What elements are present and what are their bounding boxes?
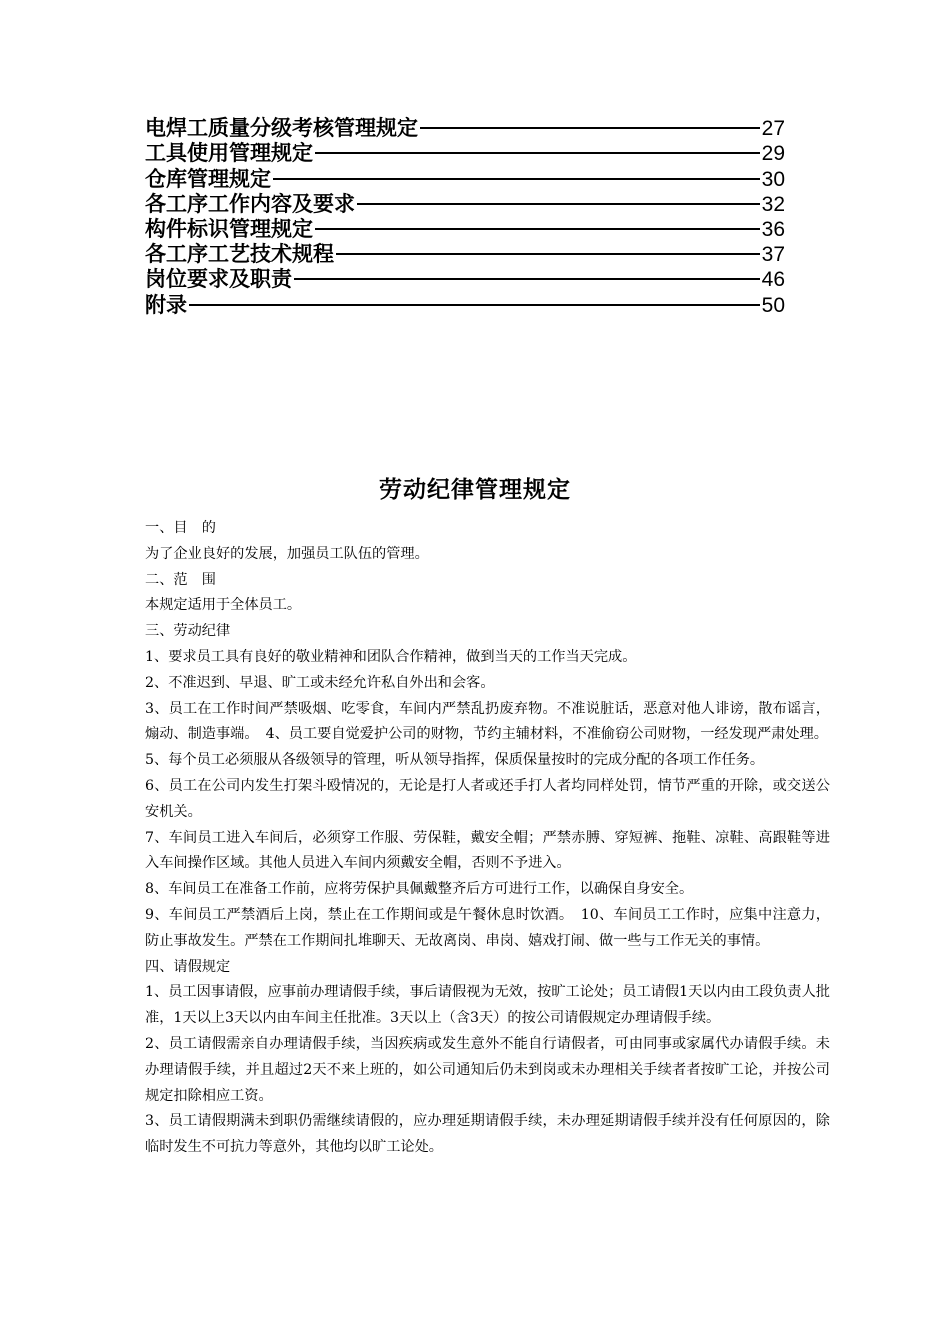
document-body [145, 516, 830, 1161]
toc-entry-page: 29 [761, 142, 785, 166]
paragraph: 为了企业良好的发展，加强员工队伍的管理。 [145, 545, 429, 562]
toc-entry-title: 构件标识管理规定 [145, 216, 313, 241]
toc-leader-line [336, 253, 760, 255]
toc-entry[interactable] [145, 141, 785, 166]
toc-entry-page: 30 [761, 167, 785, 191]
toc-leader-line [420, 127, 760, 129]
toc-entry[interactable] [145, 292, 785, 317]
paragraph: 3、员工在工作时间严禁吸烟、吃零食，车间内严禁乱扔废弃物。不准说脏话，恶意对他人诽谤，散布谣言，煽动、制造事端。 4、员工要自觉爱护公司的财物，节约主辅材料，不准偷窃公司财物，一经发现严肃处理。 [145, 700, 830, 743]
paragraph: 9、车间员工严禁酒后上岗，禁止在工作期间或是午餐休息时饮酒。 10、车间员工工作时，应集中注意力，防止事故发生。严禁在工作期间扎堆聊天、无故离岗、串岗、嬉戏打闹、做一些与工作无关的事情。 [145, 906, 830, 949]
toc-leader-line [315, 228, 760, 230]
toc-entry-page: 32 [761, 192, 785, 216]
toc-entry[interactable] [145, 166, 785, 191]
paragraph: 8、车间员工在准备工作前，应将劳保护具佩戴整齐后方可进行工作，以确保自身安全。 [145, 881, 694, 898]
section-heading: 四、请假规定 [145, 958, 231, 975]
section-heading: 一、目 的 [145, 520, 216, 536]
paragraph: 6、员工在公司内发生打架斗殴情况的，无论是打人者或还手打人者均同样处罚，情节严重的开除，或交送公安机关。 [145, 777, 830, 820]
section-heading: 二、范 围 [145, 571, 216, 588]
toc-entry-page: 27 [761, 117, 785, 141]
toc-entry-title: 电焊工质量分级考核管理规定 [145, 116, 418, 141]
paragraph: 1、要求员工具有良好的敬业精神和团队合作精神，做到当天的工作当天完成。 [145, 648, 637, 665]
toc-entry-title: 各工序工艺技术规程 [145, 242, 334, 267]
toc-entry[interactable] [145, 192, 785, 217]
document-title: 劳动纪律管理规定 [379, 477, 571, 503]
toc-entry-page: 37 [761, 243, 785, 267]
toc-entry-title: 仓库管理规定 [145, 166, 271, 191]
toc-entry-title: 各工序工作内容及要求 [145, 191, 355, 216]
toc-entry[interactable] [145, 116, 785, 141]
toc-entry[interactable] [145, 217, 785, 242]
toc-entry[interactable] [145, 267, 785, 292]
toc-leader-line [357, 203, 760, 205]
toc-leader-line [315, 152, 760, 154]
paragraph: 2、员工请假需亲自办理请假手续，当因疾病或发生意外不能自行请假者，可由同事或家属代办请假手续。未办理请假手续，并且超过2天不来上班的，如公司通知后仍未到岗或未办理相关手续者者按旷工论，并按公司规定扣除相应工资。 [145, 1035, 830, 1104]
table-of-contents [145, 116, 785, 318]
toc-entry-page: 46 [761, 268, 785, 292]
toc-entry-page: 36 [761, 217, 785, 241]
paragraph: 本规定适用于全体员工。 [145, 597, 302, 614]
toc-leader-line [294, 278, 760, 280]
toc-entry-page: 50 [761, 293, 785, 317]
paragraph: 2、不准迟到、早退、旷工或未经允许私自外出和会客。 [145, 674, 495, 691]
paragraph: 7、车间员工进入车间后，必须穿工作服、劳保鞋，戴安全帽；严禁赤膊、穿短裤、拖鞋、凉鞋、高跟鞋等进入车间操作区域。其他人员进入车间内须戴安全帽，否则不予进入。 [145, 829, 830, 872]
toc-leader-line [189, 304, 760, 306]
paragraph: 5、每个员工必须服从各级领导的管理，听从领导指挥，保质保量按时的完成分配的各项工作任务。 [145, 752, 765, 769]
toc-leader-line [273, 178, 760, 180]
toc-entry-title: 附录 [145, 292, 187, 317]
toc-entry[interactable] [145, 242, 785, 267]
paragraph: 1、员工因事请假，应事前办理请假手续，事后请假视为无效，按旷工论处；员工请假1天以内由工段负责人批准，1天以上3天以内由车间主任批准。3天以上（含3天）的按公司请假规定办理请假手续。 [145, 984, 830, 1027]
toc-entry-title: 工具使用管理规定 [145, 141, 313, 166]
section-heading: 三、劳动纪律 [145, 623, 231, 640]
paragraph: 3、员工请假期满未到职仍需继续请假的，应办理延期请假手续，未办理延期请假手续并没有任何原因的，除临时发生不可抗力等意外，其他均以旷工论处。 [145, 1113, 830, 1156]
toc-entry-title: 岗位要求及职责 [145, 267, 292, 292]
